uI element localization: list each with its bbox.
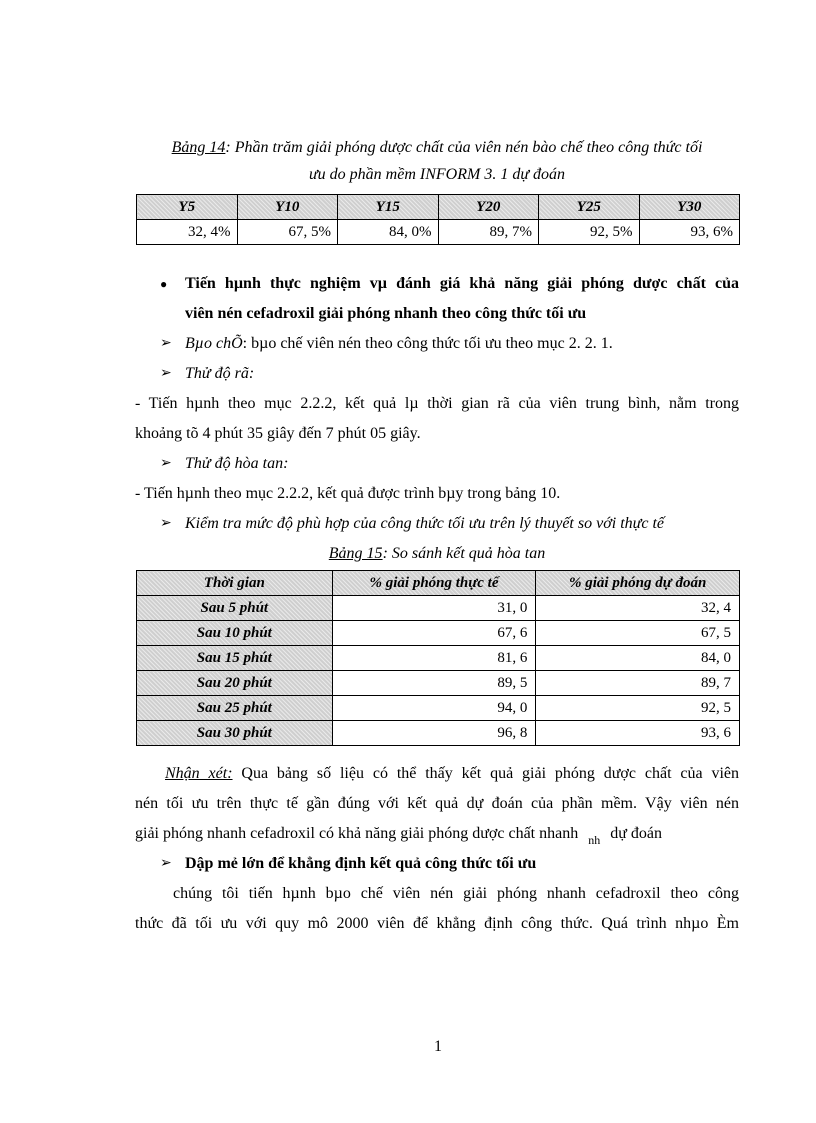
table14-header-cell: Y25 <box>539 195 640 220</box>
table15-predicted-cell: 84, 0 <box>536 646 740 671</box>
table14-caption-line2: ưu do phần mềm INFORM 3. 1 dự đoán <box>308 166 566 183</box>
table15-caption <box>135 544 739 564</box>
table15-actual-cell: 31, 0 <box>332 596 536 621</box>
arrow-bullet-icon: ➢ <box>160 336 172 351</box>
para-ra-line1: - Tiến hµnh theo mục 2.2.2, kết quả lµ thời gian rã của viên trung bình, nằm trong <box>135 395 739 412</box>
table14-value-cell: 92, 5% <box>539 220 640 245</box>
final-para-line1: chúng tôi tiến hµnh bµo chế viên nén giải phóng nhanh cefadroxil theo công <box>173 885 739 902</box>
item-bao-che <box>185 334 739 354</box>
table15-time-cell: Sau 10 phút <box>137 621 333 646</box>
para-hoa-tan: - Tiến hµnh theo mục 2.2.2, kết quả được trình bµy trong bảng 10. <box>135 485 561 502</box>
nhan-xet-line3 <box>135 824 739 847</box>
arrow-bullet-icon: ➢ <box>160 856 172 871</box>
table14-value-row <box>137 220 740 245</box>
table15-time-cell: Sau 15 phút <box>137 646 333 671</box>
table15-predicted-cell: 89, 7 <box>536 671 740 696</box>
table15-predicted-cell: 32, 4 <box>536 596 740 621</box>
table14-value-cell: 93, 6% <box>639 220 740 245</box>
item-bao-che-text: : bµo chế viên nén theo công thức tối ưu theo mục 2. 2. 1. <box>242 335 613 352</box>
nhan-xet-subscript: nh <box>588 833 601 847</box>
table15-time-cell: Sau 20 phút <box>137 671 333 696</box>
arrow-bullet-icon: ➢ <box>160 516 172 531</box>
section1-heading-line1: Tiến hµnh thực nghiệm vµ đánh giá khả năng giải phóng dược chất của <box>185 275 739 292</box>
item-kiem-tra: Kiểm tra mức độ phù hợp của công thức tối ưu trên lý thuyết so với thực tế <box>185 515 665 532</box>
table15-caption-label: Bảng 15 <box>328 545 383 562</box>
table14-caption <box>135 138 739 158</box>
table-row <box>137 721 740 746</box>
table-row <box>137 646 740 671</box>
table14-value-cell: 84, 0% <box>338 220 439 245</box>
table14-header-cell: Y20 <box>438 195 539 220</box>
nhan-xet-text: Qua bảng số liệu có thể thấy kết quả giải phóng dược chất của viên <box>232 765 739 782</box>
table-row <box>137 671 740 696</box>
para-ra-line2: khoảng tõ 4 phút 35 giây đến 7 phút 05 giây. <box>135 425 421 442</box>
table15-header-row <box>137 571 740 596</box>
table14-caption-text: : Phần trăm giải phóng dược chất của viên nén bào chế theo công thức tối <box>225 139 703 156</box>
table-row <box>137 621 740 646</box>
table15-predicted-cell: 67, 5 <box>536 621 740 646</box>
table15-actual-cell: 81, 6 <box>332 646 536 671</box>
table14-header-cell: Y15 <box>338 195 439 220</box>
nhan-xet-label: Nhận xét: <box>165 765 233 782</box>
table15-time-cell: Sau 30 phút <box>137 721 333 746</box>
table14-header-cell: Y30 <box>639 195 740 220</box>
table15-actual-cell: 96, 8 <box>332 721 536 746</box>
table15-header-cell: % giải phóng thực tế <box>332 571 536 596</box>
section1-heading-line2: viên nén cefadroxil giải phóng nhanh theo công thức tối ưu <box>185 305 587 322</box>
table15-header-cell: Thời gian <box>137 571 333 596</box>
page-number: 1 <box>434 1038 442 1055</box>
table14-value-cell: 32, 4% <box>137 220 238 245</box>
table14-header-cell: Y5 <box>137 195 238 220</box>
arrow-bullet-icon: ➢ <box>160 366 172 381</box>
section2-heading: Dập mẻ lớn để khẳng định kết quả công thức tối ưu <box>185 855 537 872</box>
table14-caption-label: Bảng 14 <box>171 139 226 156</box>
table15-predicted-cell: 93, 6 <box>536 721 740 746</box>
table15 <box>136 570 740 746</box>
table14-header-row <box>137 195 740 220</box>
nhan-xet-line1 <box>165 764 739 784</box>
item-thu-do-hoa-tan: Thử độ hòa tan: <box>185 455 289 472</box>
table15-actual-cell: 89, 5 <box>332 671 536 696</box>
table-row <box>137 696 740 721</box>
bullet-icon: ● <box>160 277 168 291</box>
table14-value-cell: 67, 5% <box>237 220 338 245</box>
table14-header-cell: Y10 <box>237 195 338 220</box>
table14 <box>136 194 740 245</box>
table15-header-cell: % giải phóng dự đoán <box>536 571 740 596</box>
table15-actual-cell: 67, 6 <box>332 621 536 646</box>
nhan-xet-line3-text: giải phóng nhanh cefadroxil có khả năng giải phóng dược chất nhanh <box>135 825 579 842</box>
table14-value-cell: 89, 7% <box>438 220 539 245</box>
item-bao-che-label: Bµo chÕ <box>185 335 243 352</box>
nhan-xet-line2: nén tối ưu trên thực tế gần đúng với kết quả dự đoán của phần mềm. Vậy viên nén <box>135 795 739 812</box>
item-thu-do-ra: Thử độ rã: <box>185 365 255 382</box>
table15-caption-text: : So sánh kết quả hòa tan <box>382 545 546 562</box>
table-row <box>137 596 740 621</box>
arrow-bullet-icon: ➢ <box>160 456 172 471</box>
table15-time-cell: Sau 5 phút <box>137 596 333 621</box>
final-para-line2: thức đã tối ưu với quy mô 2000 viên để khẳng định công thức. Quá trình nhµo Èm <box>135 915 739 932</box>
table15-time-cell: Sau 25 phút <box>137 696 333 721</box>
table15-predicted-cell: 92, 5 <box>536 696 740 721</box>
nhan-xet-line3-end: dự đoán <box>610 825 663 842</box>
table15-actual-cell: 94, 0 <box>332 696 536 721</box>
